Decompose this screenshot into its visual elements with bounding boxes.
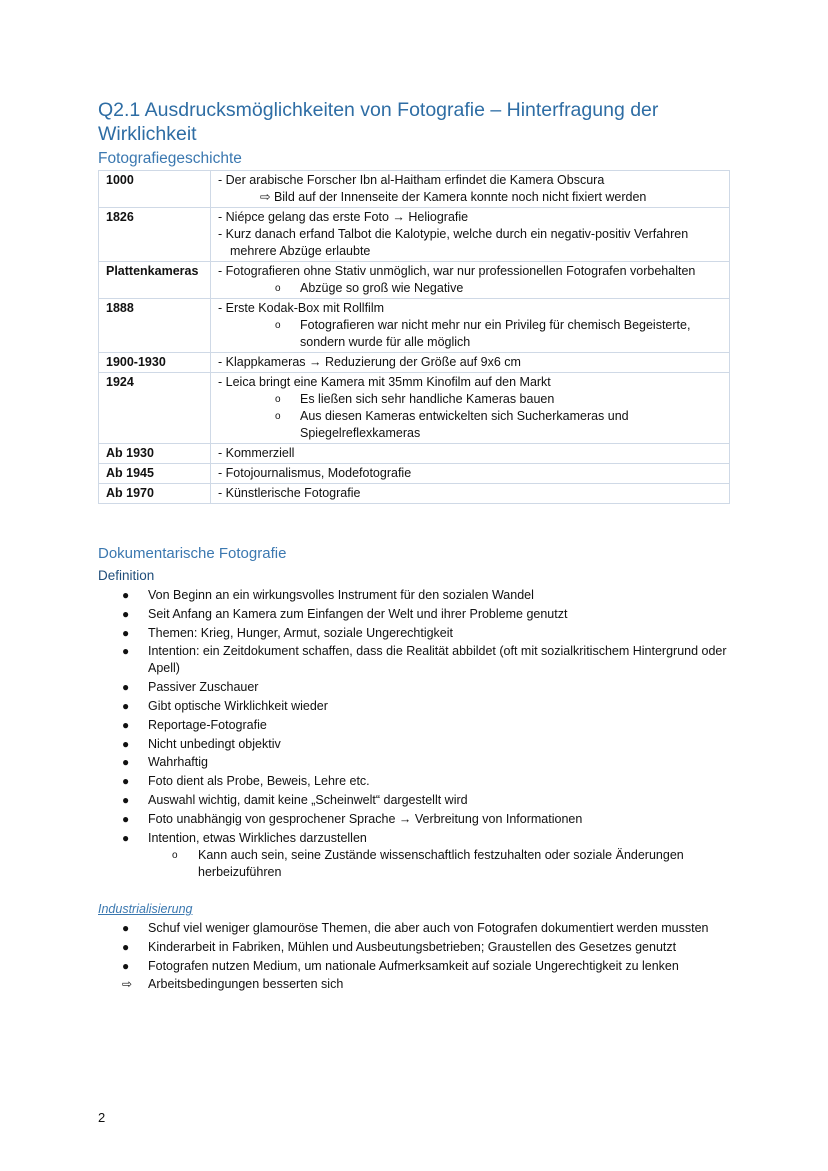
circle-bullet-icon: o bbox=[275, 411, 281, 422]
table-line: ⇨ Bild auf der Innenseite der Kamera konnte noch nicht fixiert werden bbox=[260, 190, 647, 204]
table-year-cell: 1000 bbox=[99, 171, 211, 208]
list-item: ● Themen: Krieg, Hunger, Armut, soziale Ungerechtigkeit bbox=[122, 625, 454, 640]
section-heading-history: Fotografiegeschichte bbox=[98, 150, 242, 167]
list-item: ⇨ Arbeitsbedingungen besserten sich bbox=[122, 977, 344, 992]
table-desc-cell bbox=[211, 171, 730, 208]
table-subline: o Abzüge so groß wie Negative bbox=[275, 281, 464, 295]
page-title: Q2.1 Ausdrucksmöglichkeiten von Fotografie – Hinterfragung der Wirklichkeit bbox=[98, 99, 659, 145]
table-desc-cell bbox=[211, 262, 730, 299]
table-line: - Der arabische Forscher Ibn al-Haitham erfindet die Kamera Obscura bbox=[218, 173, 605, 187]
definition-list bbox=[122, 587, 732, 882]
table-row bbox=[99, 484, 730, 504]
table-row bbox=[99, 262, 730, 299]
bullet-icon: ● bbox=[122, 698, 130, 713]
bullet-icon: ● bbox=[122, 939, 130, 954]
table-line: - Erste Kodak-Box mit Rollfilm bbox=[218, 301, 385, 315]
bullet-icon: ● bbox=[122, 736, 130, 751]
table-desc-cell bbox=[211, 299, 730, 353]
list-item: ● Wahrhaftig bbox=[122, 755, 208, 770]
table-subline: o Es ließen sich sehr handliche Kameras bauen bbox=[275, 392, 555, 406]
bullet-icon: ● bbox=[122, 625, 130, 640]
bullet-icon: ● bbox=[122, 717, 130, 732]
page-number: 2 bbox=[98, 1110, 106, 1125]
list-item: ● Seit Anfang an Kamera zum Einfangen der Welt und ihrer Probleme genutzt bbox=[122, 606, 568, 621]
table-desc-cell bbox=[211, 208, 730, 262]
circle-bullet-icon: o bbox=[275, 394, 281, 405]
table-row bbox=[99, 208, 730, 262]
subheading-industrialisierung: Industrialisierung bbox=[98, 902, 193, 916]
table-desc-cell bbox=[211, 444, 730, 464]
section-heading-documentary: Dokumentarische Fotografie bbox=[98, 545, 287, 562]
bullet-icon: ● bbox=[122, 755, 130, 770]
table-row bbox=[99, 299, 730, 353]
table-year-cell: 1888 bbox=[99, 299, 211, 353]
circle-bullet-icon: o bbox=[172, 849, 178, 861]
bullet-icon: ● bbox=[122, 921, 130, 935]
list-item: ● Fotografen nutzen Medium, um nationale Aufmerksamkeit auf soziale Ungerechtigkeit zu lenken bbox=[122, 958, 679, 973]
industrialisierung-list bbox=[122, 920, 732, 995]
sub-list-item: o Kann auch sein, seine Zustände wissenschaftlich festzuhalten oder soziale Änderungen herbeizuführen bbox=[172, 847, 684, 879]
arrow-right-icon: ⇨ bbox=[122, 977, 133, 992]
list-item: ● Nicht unbedingt objektiv bbox=[122, 736, 281, 751]
table-row bbox=[99, 353, 730, 373]
bullet-icon: ● bbox=[122, 830, 130, 845]
bullet-icon: ● bbox=[122, 588, 130, 602]
list-item: ● Auswahl wichtig, damit keine „Scheinwelt“ dargestellt wird bbox=[122, 792, 468, 807]
list-item: ● Kinderarbeit in Fabriken, Mühlen und Ausbeutungsbetrieben; Graustellen des Gesetzes genutzt bbox=[122, 939, 677, 954]
list-item: ● Intention, etwas Wirkliches darzustellen o Kann auch sein, seine Zustände wissenschaftlich festzuhalten oder soziale Änderungen herbeizuführen bbox=[122, 830, 732, 881]
table-row bbox=[99, 464, 730, 484]
bullet-icon: ● bbox=[122, 958, 130, 973]
list-item: ● Foto dient als Probe, Beweis, Lehre etc. bbox=[122, 774, 370, 789]
table-year-cell: 1900-1930 bbox=[99, 353, 211, 373]
list-item: ● Reportage-Fotografie bbox=[122, 717, 267, 732]
circle-bullet-icon: o bbox=[275, 320, 281, 331]
subheading-definition: Definition bbox=[98, 568, 155, 583]
bullet-icon: ● bbox=[122, 680, 130, 695]
table-year-cell: Ab 1930 bbox=[99, 444, 211, 464]
table-subline: o Aus diesen Kameras entwickelten sich Sucherkameras und Spiegelreflexkameras bbox=[275, 409, 629, 440]
list-item: ● Gibt optische Wirklichkeit wieder bbox=[122, 698, 328, 713]
table-desc-cell bbox=[211, 353, 730, 373]
table-row bbox=[99, 444, 730, 464]
table-year-cell: Plattenkameras bbox=[99, 262, 211, 299]
table-row bbox=[99, 171, 730, 208]
list-item: ● Foto unabhängig von gesprochener Sprache → Verbreitung von Informationen bbox=[122, 811, 583, 826]
list-item: ● Passiver Zuschauer bbox=[122, 680, 259, 695]
table-line: - Kommerziell bbox=[218, 446, 295, 460]
list-item: ● Intention: ein Zeitdokument schaffen, dass die Realität abbildet (oft mit sozialkritischem Hintergrund oder Apell) bbox=[122, 644, 727, 676]
list-item: ● Von Beginn an ein wirkungsvolles Instrument für den sozialen Wandel bbox=[122, 588, 534, 602]
table-desc-cell bbox=[211, 373, 730, 444]
table-subline: o Fotografieren war nicht mehr nur ein Privileg für chemisch Begeisterte, sondern wurde für alle möglich bbox=[275, 318, 691, 349]
table-year-cell: 1826 bbox=[99, 208, 211, 262]
history-table bbox=[98, 170, 730, 504]
list-item: ● Schuf viel weniger glamouröse Themen, die aber auch von Fotografen dokumentiert werden mussten bbox=[122, 921, 709, 935]
table-line: - Fotojournalismus, Modefotografie bbox=[218, 466, 412, 480]
table-line: - Klappkameras → Reduzierung der Größe auf 9x6 cm bbox=[218, 355, 521, 369]
table-line: - Fotografieren ohne Stativ unmöglich, war nur professionellen Fotografen vorbehalten bbox=[218, 264, 696, 278]
table-year-cell: 1924 bbox=[99, 373, 211, 444]
table-line: - Künstlerische Fotografie bbox=[218, 486, 361, 500]
table-row bbox=[99, 373, 730, 444]
table-line: - Niépce gelang das erste Foto → Heliografie bbox=[218, 210, 469, 224]
circle-bullet-icon: o bbox=[275, 283, 281, 294]
sub-list bbox=[148, 847, 732, 881]
bullet-icon: ● bbox=[122, 606, 130, 621]
table-year-cell: Ab 1945 bbox=[99, 464, 211, 484]
table-line: - Kurz danach erfand Talbot die Kalotypie, welche durch ein negativ-positiv Verfahren mehrere Abzüge erlaubte bbox=[218, 227, 689, 258]
bullet-icon: ● bbox=[122, 811, 130, 826]
table-line: - Leica bringt eine Kamera mit 35mm Kinofilm auf den Markt bbox=[218, 375, 551, 389]
bullet-icon: ● bbox=[122, 792, 130, 807]
bullet-icon: ● bbox=[122, 774, 130, 789]
bullet-icon: ● bbox=[122, 644, 130, 659]
table-desc-cell bbox=[211, 484, 730, 504]
table-desc-cell bbox=[211, 464, 730, 484]
table-year-cell: Ab 1970 bbox=[99, 484, 211, 504]
